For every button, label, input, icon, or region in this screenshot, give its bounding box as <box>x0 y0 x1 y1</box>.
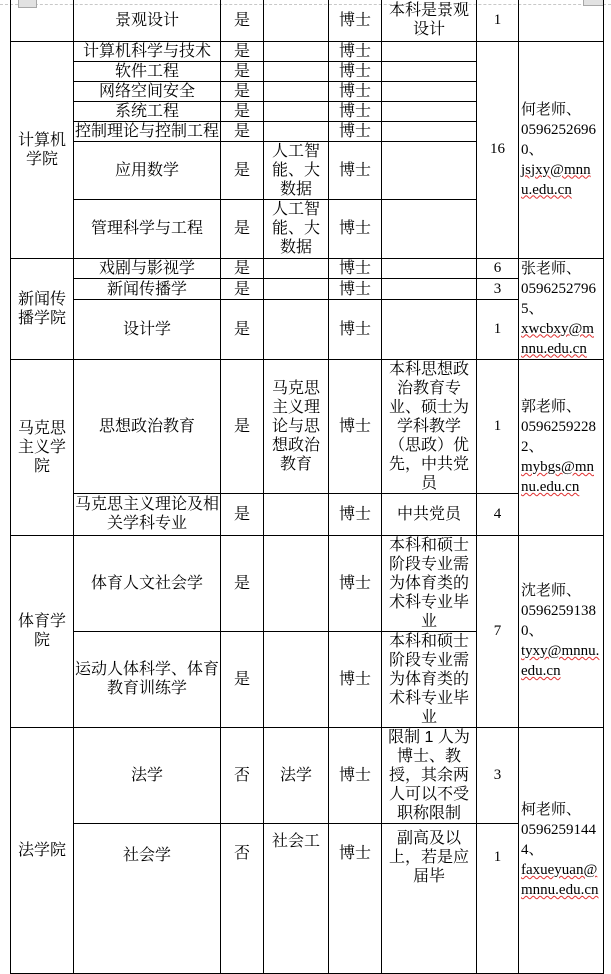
major-cell: 计算机科学与技术 <box>74 41 221 61</box>
table-row <box>11 535 604 631</box>
contact-phone: 05962591380、 <box>521 603 596 639</box>
contact-phone: 05962526960、 <box>521 121 596 158</box>
degree-cell: 博士 <box>329 41 382 61</box>
contact-email: faxueyuan@mnnu.edu.cn <box>521 862 599 898</box>
major-cell: 管理科学与工程 <box>74 199 221 258</box>
count-cell: 4 <box>477 493 519 535</box>
recruit-flag-cell: 是 <box>221 61 264 81</box>
direction-cell <box>264 41 329 61</box>
major-cell: 思想政治教育 <box>74 359 221 493</box>
contact-cell <box>519 41 604 258</box>
direction-cell <box>264 0 329 41</box>
requirement-cell: 中共党员 <box>382 493 477 535</box>
college-cell: 马克思主义学院 <box>11 359 74 535</box>
requirement-cell <box>382 258 477 279</box>
major-cell: 新闻传播学 <box>74 279 221 300</box>
major-cell: 运动人体科学、体育教育训练学 <box>74 631 221 727</box>
requirement-cell: 本科思想政治教育专业、硕士为学科教学（思政）优先，中共党员 <box>382 359 477 493</box>
direction-cell <box>264 81 329 101</box>
degree-cell: 博士 <box>329 493 382 535</box>
degree-cell: 博士 <box>329 359 382 493</box>
college-cell: 法学院 <box>11 727 74 973</box>
direction-cell <box>264 121 329 141</box>
degree-cell: 博士 <box>329 258 382 279</box>
direction-cell <box>264 279 329 300</box>
direction-cell <box>264 300 329 359</box>
recruit-flag-cell: 是 <box>221 0 264 41</box>
recruit-flag-cell: 是 <box>221 121 264 141</box>
count-cell: 3 <box>477 727 519 823</box>
contact-cell <box>519 258 604 359</box>
degree-cell: 博士 <box>329 727 382 823</box>
degree-cell: 博士 <box>329 61 382 81</box>
major-cell: 设计学 <box>74 300 221 359</box>
table-row <box>11 359 604 493</box>
requirement-cell <box>382 279 477 300</box>
college-cell <box>11 0 74 41</box>
major-cell: 系统工程 <box>74 101 221 121</box>
major-cell: 控制理论与控制工程 <box>75 122 220 140</box>
contact-email: xwcbxy@mnnu.edu.cn <box>521 320 594 357</box>
degree-cell: 博士 <box>329 823 382 973</box>
degree-cell: 博士 <box>329 141 382 199</box>
college-cell: 新闻传播学院 <box>11 258 74 359</box>
major-cell: 法学 <box>74 727 221 823</box>
recruit-flag-cell: 是 <box>221 279 264 300</box>
contact-cell <box>519 359 604 535</box>
requirement-cell: 本科和硕士阶段专业需为体育类的术科专业毕业 <box>382 631 477 727</box>
requirement-cell <box>382 81 477 101</box>
degree-cell: 博士 <box>329 0 382 41</box>
recruit-flag-cell: 是 <box>221 41 264 61</box>
direction-cell <box>264 631 329 727</box>
table-row <box>11 493 604 535</box>
requirement-cell <box>382 61 477 81</box>
major-cell: 应用数学 <box>74 141 221 199</box>
recruit-flag-cell: 是 <box>221 258 264 279</box>
contact-teacher: 张老师、 <box>521 260 582 277</box>
table-row <box>11 0 604 41</box>
contact-teacher: 何老师、 <box>521 101 582 118</box>
recruit-flag-cell: 是 <box>221 359 264 493</box>
table-row <box>11 41 604 61</box>
requirement-cell: 本科和硕士阶段专业需为体育类的术科专业毕业 <box>382 535 477 631</box>
recruit-flag-cell: 是 <box>221 631 264 727</box>
table-row <box>11 300 604 359</box>
major-cell: 戏剧与影视学 <box>74 258 221 279</box>
count-cell: 16 <box>477 41 519 258</box>
major-cell: 软件工程 <box>74 61 221 81</box>
direction-cell <box>264 61 329 81</box>
degree-cell: 博士 <box>329 300 382 359</box>
degree-cell: 博士 <box>329 279 382 300</box>
count-cell: 1 <box>477 359 519 493</box>
count-cell: 1 <box>477 300 519 359</box>
major-cell: 社会学 <box>74 823 221 973</box>
recruit-flag-cell: 是 <box>221 141 264 199</box>
degree-cell: 博士 <box>329 81 382 101</box>
contact-cell <box>519 727 604 973</box>
major-cell: 体育人文社会学 <box>74 535 221 631</box>
direction-cell <box>264 535 329 631</box>
count-cell: 6 <box>477 258 519 279</box>
contact-email: mybgs@mnnu.edu.cn <box>521 459 594 495</box>
direction-cell <box>264 101 329 121</box>
contact-cell <box>519 0 604 41</box>
requirement-cell: 限制 1 人为博士、教授，其余两人可以不受职称限制 <box>382 727 477 823</box>
requirement-cell <box>382 300 477 359</box>
requirement-cell: 本科是景观设计 <box>382 0 477 41</box>
degree-cell: 博士 <box>329 199 382 258</box>
direction-cell: 人工智能、大数据 <box>264 199 329 258</box>
recruit-flag-cell: 是 <box>221 300 264 359</box>
recruit-flag-cell: 是 <box>221 535 264 631</box>
contact-phone: 05962592282、 <box>521 419 596 455</box>
degree-cell: 博士 <box>329 121 382 141</box>
contact-phone: 05962591444、 <box>521 822 596 858</box>
contact-teacher: 柯老师、 <box>521 802 582 818</box>
requirement-cell <box>382 199 477 258</box>
major-cell: 景观设计 <box>74 0 221 41</box>
count-cell: 1 <box>477 823 519 973</box>
direction-cell: 人工智能、大数据 <box>264 141 329 199</box>
requirement-cell <box>382 121 477 141</box>
contact-teacher: 郭老师、 <box>521 399 582 415</box>
recruitment-table <box>10 0 604 974</box>
recruit-flag-cell: 否 <box>221 823 264 973</box>
contact-email: tyxy@mnnu.edu.cn <box>521 643 600 679</box>
requirement-cell <box>382 41 477 61</box>
recruit-flag-cell: 否 <box>221 727 264 823</box>
contact-teacher: 沈老师、 <box>521 583 582 599</box>
direction-cell: 马克思主义理论与思想政治教育 <box>264 359 329 493</box>
degree-cell: 博士 <box>329 535 382 631</box>
contact-cell <box>519 535 604 727</box>
direction-cell: 法学 <box>264 727 329 823</box>
direction-cell <box>264 258 329 279</box>
major-cell: 网络空间安全 <box>74 81 221 101</box>
degree-cell: 博士 <box>329 101 382 121</box>
college-cell: 计算机学院 <box>11 41 74 258</box>
major-cell: 马克思主义理论及相关学科专业 <box>74 493 221 535</box>
college-cell: 体育学院 <box>11 535 74 727</box>
count-cell: 3 <box>477 279 519 300</box>
contact-phone: 05962527965、 <box>521 280 596 317</box>
recruit-flag-cell: 是 <box>221 199 264 258</box>
requirement-cell <box>382 141 477 199</box>
count-cell: 1 <box>477 0 519 41</box>
requirement-cell: 副高及以上，若是应届毕 <box>382 823 477 973</box>
table-row <box>11 727 604 823</box>
table-row <box>11 258 604 279</box>
recruit-flag-cell: 是 <box>221 493 264 535</box>
table-row <box>11 279 604 300</box>
contact-email: jsjxy@mnnu.edu.cn <box>521 161 591 198</box>
recruit-flag-cell: 是 <box>221 81 264 101</box>
requirement-cell <box>382 101 477 121</box>
recruit-flag-cell: 是 <box>221 101 264 121</box>
count-cell: 7 <box>477 535 519 727</box>
degree-cell: 博士 <box>329 631 382 727</box>
direction-cell <box>264 493 329 535</box>
table-row <box>11 823 604 973</box>
direction-cell: 社会工 <box>264 823 329 973</box>
